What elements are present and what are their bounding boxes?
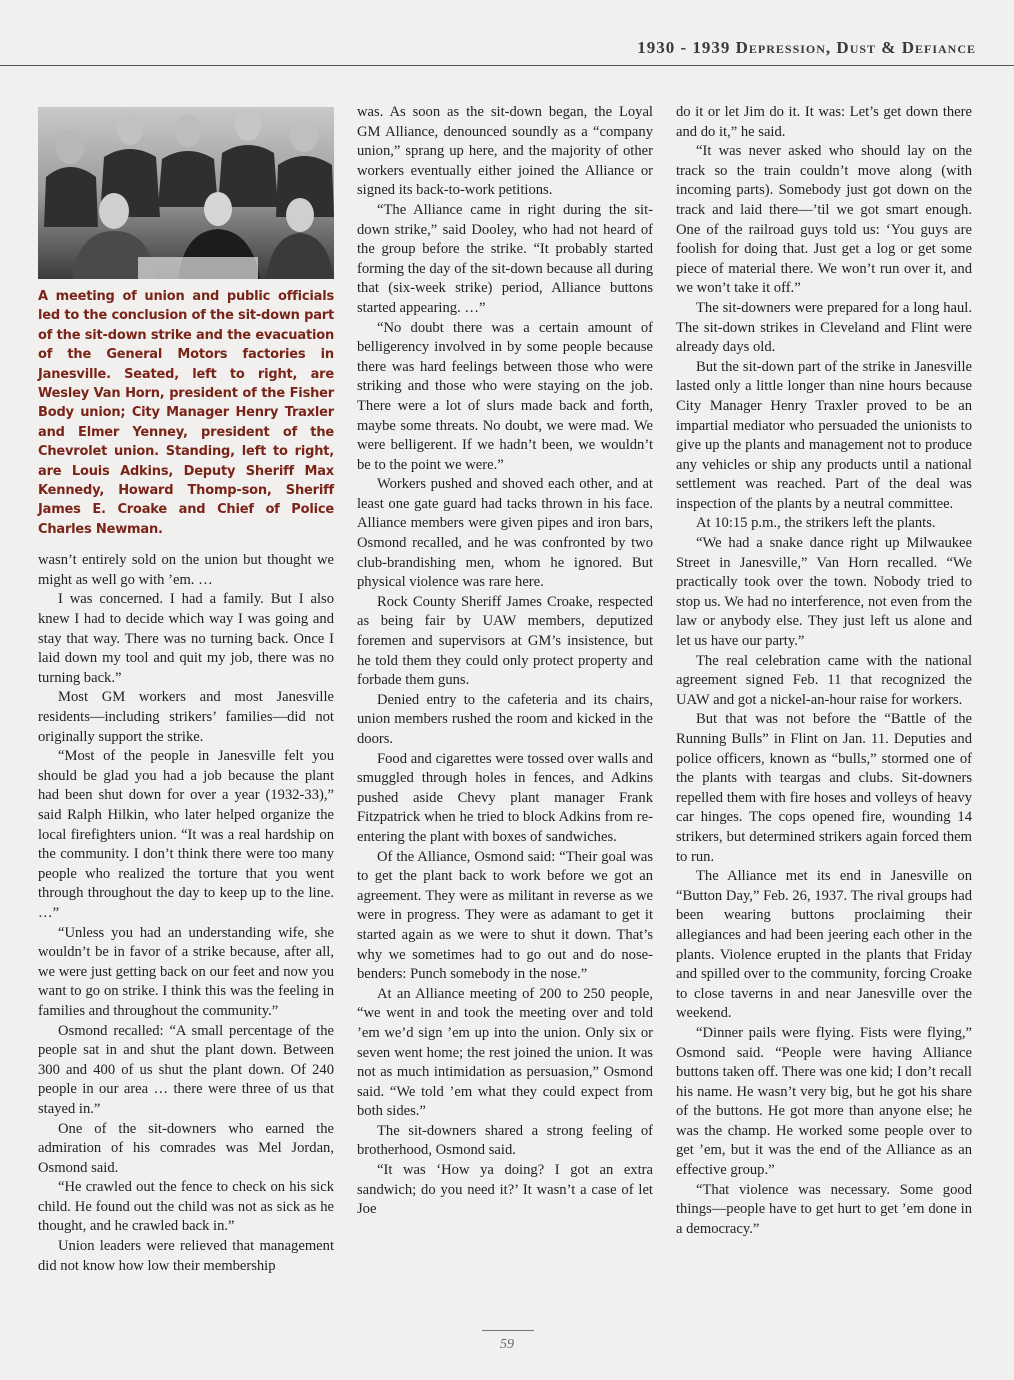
paragraph: Of the Alliance, Osmond said: “Their goal was to get the plant back to work before we got an agreement. They were as militant in reverse as we were in progress. They were as adamant to get it started again as we were to shut it down. That’s why we sometimes had to go out and do nose-benders: Punch somebody in the nose.” (357, 848, 653, 983)
paragraph: One of the sit-downers who earned the admiration of his comrades was Mel Jordan, Osmond said. (38, 1120, 334, 1176)
paragraph: Denied entry to the cafeteria and its chairs, union members rushed the room and kicked in the doors. (357, 691, 653, 747)
paragraph: Osmond recalled: “A small percentage of the people sat in and shut the plant down. Between 300 and 400 of us shut the plant down. Of 240 people in our area … there were three of us that stayed in.” (38, 1022, 334, 1117)
paragraph: “Dinner pails were flying. Fists were flying,” Osmond said. “People were having Alliance buttons taken off. There was one kid; I don’t recall his name. He wasn’t very big, but he got his share of the buttons. He got more than anyone else; he was the champ. He worked some people over to get ’em, but it was the end of the Alliance as an effective group.” (676, 1024, 972, 1179)
paragraph: Union leaders were relieved that management did not know how low their membership (38, 1238, 334, 1274)
folio-rule (482, 1330, 534, 1331)
photo-caption: A meeting of union and public officials led to the conclusion of the sit-down part of the sit-down strike and the evacuation of the General Motors factories in Janesville. Seated, left to right, are Wesley Van Horn, president of the Fisher Body union; City Manager Henry Traxler and Elmer Yenney, president of the Chevrolet union. Standing, left to right, are Louis Adkins, Deputy Sheriff Max Kennedy, Howard Thomp-son, Sheriff James E. Croake and Chief of Police Charles Newman. (38, 289, 334, 537)
running-head: 1930 - 1939 Depression, Dust & Defiance (637, 38, 976, 57)
paragraph: But that was not before the “Battle of the Running Bulls” in Flint on Jan. 11. Deputies and police officers, known as “bulls,” stormed one of the plants with teargas and clubs. Sit-downers repelled them with fire hoses and volleys of heavy car hinges. The cops opened fire, wounding 14 strikers, but determined strikers again forced them to run. (676, 711, 972, 865)
column-2 (357, 103, 653, 1220)
page-number: 59 (500, 1337, 514, 1352)
paragraph: The sit-downers shared a strong feeling of brotherhood, Osmond said. (357, 1122, 653, 1159)
header-rule (0, 65, 1014, 66)
paragraph: The Alliance met its end in Janesville on “Button Day,” Feb. 26, 1937. The rival groups had been wearing buttons proclaiming their allegiances and had been jeering each other in the plants. Violence erupted in the plants that Friday and spilled over to the community, forcing Croake to close taverns in and near Janesville over the weekend. (676, 868, 972, 1022)
paragraph: Rock County Sheriff James Croake, respected as being fair by UAW members, deputized foremen and supervisors at GM’s insistence, but he told them they could only protect property and forbade them guns. (357, 593, 653, 689)
paragraph: was. As soon as the sit-down began, the Loyal GM Alliance, denounced soundly as a “company union,” sprang up here, and the majority of other workers eventually either joined the Alliance or signed its back-to-work petitions. (357, 104, 653, 199)
paragraph: At 10:15 p.m., the strikers left the plants. (696, 515, 936, 532)
paragraph: “It was ‘How ya doing? I got an extra sandwich; do you need it?’ It wasn’t a case of let Joe (357, 1162, 653, 1218)
paragraph: “No doubt there was a certain amount of belligerency involved in by some people because there was hard feelings between those who were striking and those who were staying on the job. There were a lot of slurs made back and forth, maybe some threats. No doubt, we were mad. We were belligerent. If we hadn’t been, we wouldn’t be to the point we were.” (357, 319, 653, 473)
column-3 (676, 103, 972, 1239)
meeting-photo (38, 107, 334, 279)
paragraph: But the sit-down part of the strike in Janesville lasted only a little longer than nine hours because City Manager Henry Traxler proved to be an impartial mediator who persuaded the unionists to give up the plants and management not to produce any vehicles or ship any products until a national settlement was reached. Part of the deal was inspection of the plants by a neutral committee. (676, 358, 972, 512)
paragraph: Most GM workers and most Janesville residents—including strikers’ families—did not originally support the strike. (38, 689, 334, 745)
paragraph: Workers pushed and shoved each other, and at least one gate guard had tacks thrown in his face. Alliance members were given pipes and iron bars, Osmond recalled, and he was confronted by two club-brandishing men, whom he ignored. But physical violence was rare here. (357, 476, 653, 591)
paragraph: “He crawled out the fence to check on his sick child. He found out the child was not as sick as he thought, and he crawled back in.” (38, 1179, 334, 1235)
paragraph: “We had a snake dance right up Milwaukee Street in Janesville,” Van Horn recalled. “We practically took over the town. Nobody tried to stop us. We had no interference, not even from the law or anybody else. They just left us alone and let us have our party.” (676, 535, 972, 650)
paragraph: I was concerned. I had a family. But I also knew I had to decide which way I was going and stay that way. There was no turning back. Once I laid down my tool and quit my job, there was no turning back.” (38, 591, 334, 686)
paragraph: “Most of the people in Janesville felt you should be glad you had a job because the plant had been shut down for over a year (1932-33),” said Ralph Hilkin, who later helped organize the local firefighters union. “It was a real hardship on the community. I don’t think there were too many people who realized the torture that you went through throughout the day to keep up to the line. …” (38, 748, 334, 921)
paragraph: “Unless you had an understanding wife, she wouldn’t be in favor of a strike because, after all, we were just getting back on our feet and now you want to go on strike. I think this was the feeling in families and throughout the community.” (38, 924, 334, 1019)
paragraph: do it or let Jim do it. It was: Let’s get down there and do it,” he said. (676, 104, 972, 140)
paragraph: Food and cigarettes were tossed over walls and smuggled through holes in fences, and Adkins pushed aside Chevy plant manager Frank Fitzpatrick when he tried to block Adkins from re-entering the plant with boxes of sandwiches. (357, 750, 653, 845)
paragraph: The real celebration came with the national agreement signed Feb. 11 that recognized the UAW and got a nickel-an-hour raise for workers. (676, 652, 972, 708)
paragraph: The sit-downers were prepared for a long haul. The sit-down strikes in Cleveland and Flint were already days old. (676, 299, 972, 356)
paragraph: “The Alliance came in right during the sit-down strike,” said Dooley, who had not heard of the group before the strike. “It probably started forming the day of the sit-down because all during that (six-week strike) period, Alliance buttons started appearing. …” (357, 201, 653, 316)
paragraph: At an Alliance meeting of 200 to 250 people, “we went in and took the meeting over and told ’em we’d sign ’em up into the union. Only six or seven went home; the rest joined the union. It was not as much intimidation as persuasion,” Osmond said. “We told ’em what they could expect from both sides.” (357, 985, 653, 1120)
paragraph: “It was never asked who should lay on the track so the train couldn’t move along (with incoming parts). Somebody just got down on the track and laid there—’til we got smart enough. One of the railroad guys told us: ‘You guys are foolish for doing that. Just get a log or get some piece of material there. We won’t run over it, and we won’t take it off.” (676, 143, 972, 297)
column-1 (38, 103, 334, 1276)
paragraph: wasn’t entirely sold on the union but thought we might as well go with ’em. … (38, 552, 334, 588)
paragraph: “That violence was necessary. Some good things—people have to get hurt to get ’em done in a democracy.” (676, 1181, 972, 1237)
